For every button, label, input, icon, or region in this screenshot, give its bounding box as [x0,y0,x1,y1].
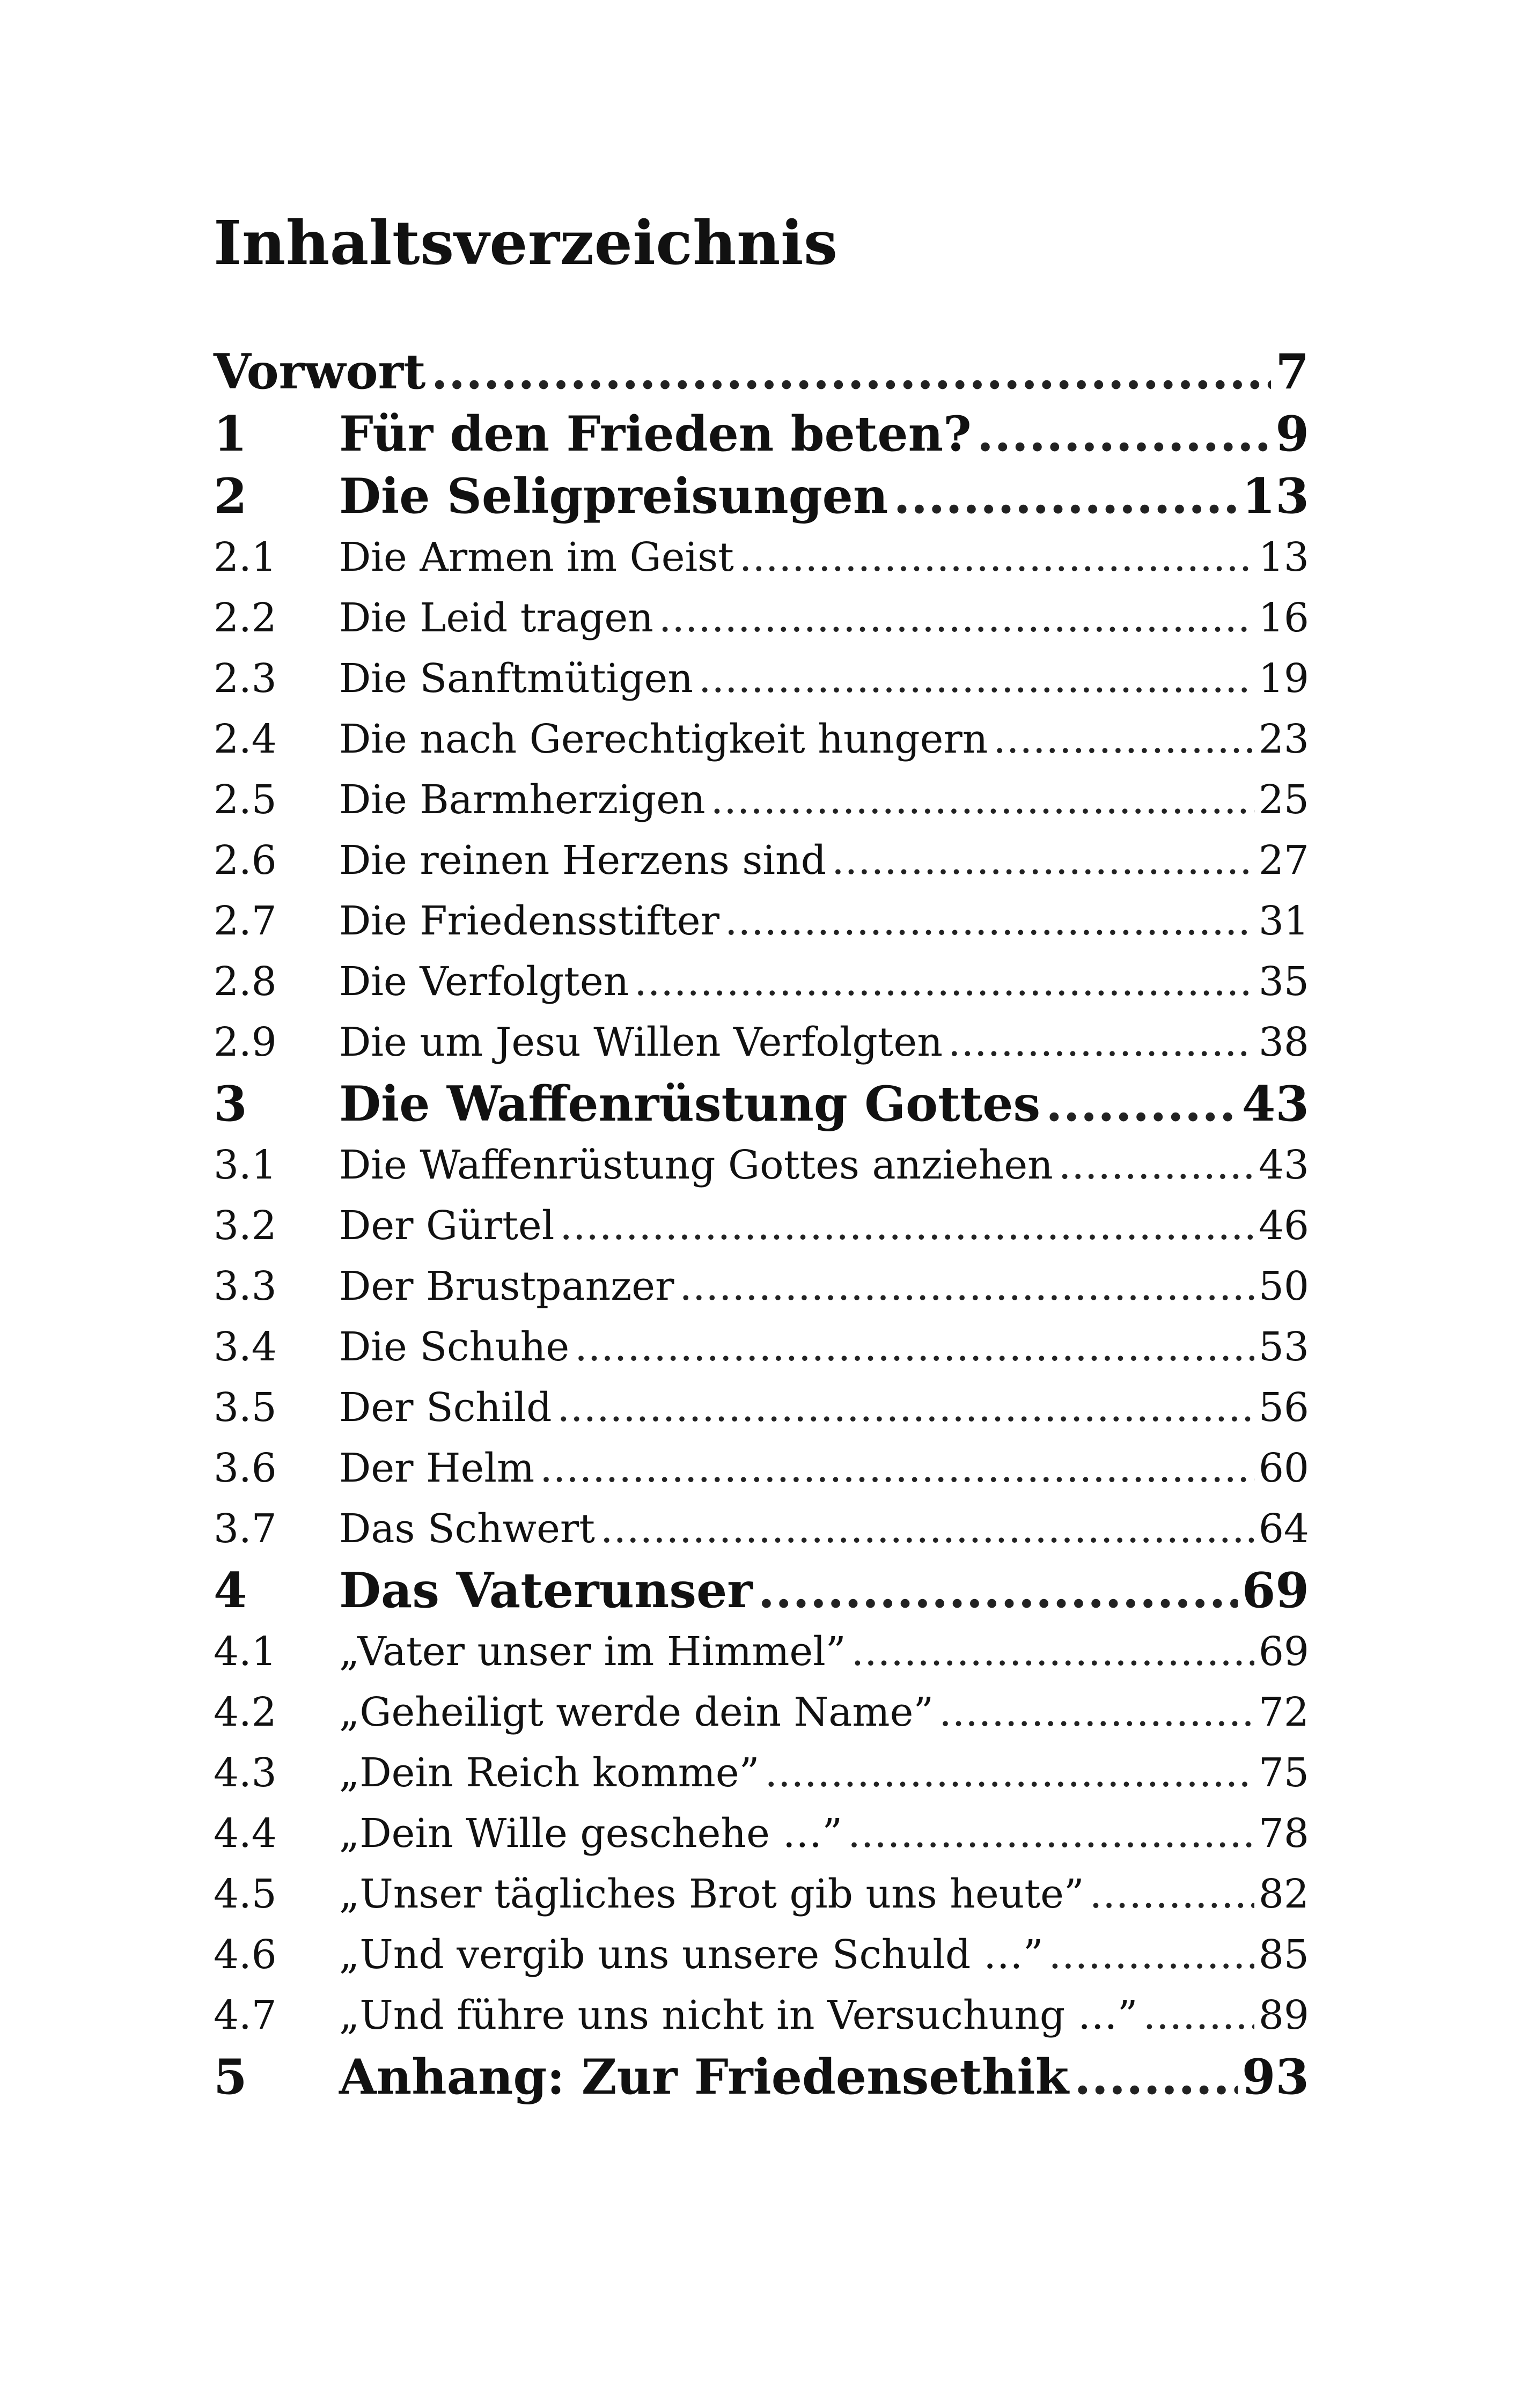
toc-section-entry [214,1743,1309,1803]
entry-page-number: 69 [1258,1629,1309,1675]
toc-section-entry [214,1803,1309,1864]
entry-title: Die Schuhe [339,1324,570,1370]
toc-section-entry [214,1925,1309,1985]
entry-title: „Geheiligt werde dein Name” [339,1689,934,1735]
entry-number: 4.1 [214,1629,277,1675]
entry-page-number: 75 [1258,1750,1309,1796]
entry-page-number: 27 [1258,837,1309,883]
toc-heading: Inhaltsverzeichnis [214,208,838,278]
entry-number: 4.3 [214,1750,277,1796]
toc-chapter-entry [214,1559,1309,1622]
toc-section-entry [214,1012,1309,1073]
dot-leader [939,1682,1254,1743]
entry-page-number: 89 [1258,1992,1309,2038]
dot-leader [659,588,1254,649]
dot-leader [699,649,1254,709]
entry-title: Der Helm [339,1445,535,1491]
entry-title: „Dein Wille geschehe …” [339,1810,843,1857]
entry-number: 3.5 [214,1385,277,1431]
toc-section-entry [214,1378,1309,1438]
entry-page-number: 46 [1258,1203,1309,1249]
entry-number: 2.6 [214,837,277,883]
toc-section-entry [214,1499,1309,1559]
toc-chapter-entry [214,1073,1309,1135]
entry-page-number: 9 [1275,406,1309,462]
entry-page-number: 43 [1258,1142,1309,1188]
entry-title: Der Brustpanzer [339,1263,674,1309]
entry-number: 4.6 [214,1932,277,1978]
entry-number: 5 [214,2049,247,2105]
toc-section-entry [214,1682,1309,1743]
toc-section-entry [214,527,1309,588]
entry-number: 3.7 [214,1506,277,1552]
dot-leader [634,952,1254,1012]
toc-section-entry [214,649,1309,709]
entry-title: Anhang: Zur Friedensethik [339,2049,1069,2105]
entry-page-number: 82 [1258,1871,1309,1917]
dot-leader [600,1499,1254,1559]
entry-number: 2.1 [214,534,277,580]
entry-page-number: 50 [1258,1263,1309,1309]
toc-section-entry [214,830,1309,891]
dot-leader [540,1438,1254,1499]
entry-number: 3.4 [214,1324,277,1370]
dot-leader [560,1196,1254,1256]
dot-leader [557,1378,1254,1438]
toc-section-entry [214,588,1309,649]
dot-leader [575,1317,1254,1378]
toc-section-entry [214,1622,1309,1682]
dot-leader [1059,1135,1254,1196]
dot-leader [993,709,1254,770]
entry-number: 2.7 [214,898,277,944]
dot-leader [977,403,1272,465]
toc-section-entry [214,709,1309,770]
dot-leader [1049,1925,1254,1985]
entry-number: 2.4 [214,716,277,762]
entry-page-number: 78 [1258,1810,1309,1857]
entry-page-number: 56 [1258,1385,1309,1431]
dot-leader [832,830,1254,891]
entry-title: „Unser tägliches Brot gib uns heute” [339,1871,1084,1917]
dot-leader [893,465,1237,527]
dot-leader [1090,1864,1254,1925]
toc-section-entry [214,1317,1309,1378]
entry-page-number: 43 [1241,1076,1309,1132]
entry-title: Das Schwert [339,1506,595,1552]
entry-page-number: 19 [1258,656,1309,702]
entry-title: Der Gürtel [339,1203,555,1249]
entry-number: 4.7 [214,1992,277,2038]
entry-title: Die Sanftmütigen [339,656,693,702]
entry-page-number: 13 [1258,534,1309,580]
toc-section-entry [214,891,1309,952]
entry-page-number: 35 [1258,959,1309,1005]
toc-chapter-entry [214,465,1309,527]
dot-leader [711,770,1254,830]
toc-section-entry [214,1864,1309,1925]
dot-leader [725,891,1254,952]
entry-page-number: 85 [1258,1932,1309,1978]
toc-chapter-entry [214,2046,1309,2108]
entry-number: 3.6 [214,1445,277,1491]
entry-number: 3.1 [214,1142,277,1188]
entry-title: „Und führe uns nicht in Versuchung …” [339,1992,1138,2038]
entry-title: Die Waffenrüstung Gottes anziehen [339,1142,1053,1188]
entry-title: „Vater unser im Himmel” [339,1629,846,1675]
dot-leader [739,527,1254,588]
entry-number: 3.3 [214,1263,277,1309]
entry-number: 4.5 [214,1871,277,1917]
entry-number: 2 [214,468,247,525]
entry-title: Das Vaterunser [339,1562,753,1619]
entry-page-number: 16 [1258,595,1309,641]
entry-number: 2.3 [214,656,277,702]
entry-number: 2.9 [214,1019,277,1065]
entry-title: Die Waffenrüstung Gottes [339,1076,1041,1132]
toc-section-entry [214,1256,1309,1317]
entry-page-number: 13 [1241,468,1309,525]
entry-number: 1 [214,406,247,462]
entry-title: Die Leid tragen [339,595,653,641]
dot-leader [431,341,1272,403]
entry-number: 2.8 [214,959,277,1005]
entry-title: Die Verfolgten [339,959,629,1005]
entry-title: Die Armen im Geist [339,534,734,580]
entry-page-number: 53 [1258,1324,1309,1370]
entry-page-number: 31 [1258,898,1309,944]
entry-page-number: 72 [1258,1689,1309,1735]
entry-page-number: 93 [1241,2049,1309,2105]
entry-title: Die nach Gerechtigkeit hungern [339,716,988,762]
entry-title: Die Barmherzigen [339,777,706,823]
dot-leader [848,1803,1254,1864]
toc-section-entry [214,1985,1309,2046]
toc-list [214,341,1309,2108]
entry-number: 3.2 [214,1203,277,1249]
entry-page-number: 25 [1258,777,1309,823]
entry-title: Der Schild [339,1385,552,1431]
entry-page-number: 69 [1241,1562,1309,1619]
dot-leader [679,1256,1254,1317]
toc-section-entry [214,1135,1309,1196]
entry-title: „Dein Reich komme” [339,1750,760,1796]
toc-section-entry [214,1438,1309,1499]
entry-title: Vorwort [214,343,426,400]
entry-number: 3 [214,1076,247,1132]
entry-number: 2.5 [214,777,277,823]
dot-leader [1046,1073,1238,1135]
entry-page-number: 38 [1258,1019,1309,1065]
entry-page-number: 7 [1275,343,1309,400]
entry-number: 2.2 [214,595,277,641]
entry-number: 4.4 [214,1810,277,1857]
entry-title: Die reinen Herzens sind [339,837,827,883]
entry-title: Die Friedensstifter [339,898,719,944]
dot-leader [1143,1985,1254,2046]
entry-page-number: 64 [1258,1506,1309,1552]
entry-title: Für den Frieden beten? [339,406,972,462]
entry-title: Die Seligpreisungen [339,468,888,525]
entry-page-number: 60 [1258,1445,1309,1491]
toc-chapter-entry [214,341,1309,403]
entry-number: 4 [214,1562,247,1619]
entry-title: Die um Jesu Willen Verfolgten [339,1019,943,1065]
dot-leader [948,1012,1254,1073]
dot-leader [851,1622,1254,1682]
toc-section-entry [214,1196,1309,1256]
entry-number: 4.2 [214,1689,277,1735]
toc-chapter-entry [214,403,1309,465]
entry-page-number: 23 [1258,716,1309,762]
entry-title: „Und vergib uns unsere Schuld …” [339,1932,1044,1978]
dot-leader [765,1743,1254,1803]
toc-section-entry [214,952,1309,1012]
dot-leader [1074,2046,1238,2108]
toc-section-entry [214,770,1309,830]
dot-leader [758,1559,1238,1622]
